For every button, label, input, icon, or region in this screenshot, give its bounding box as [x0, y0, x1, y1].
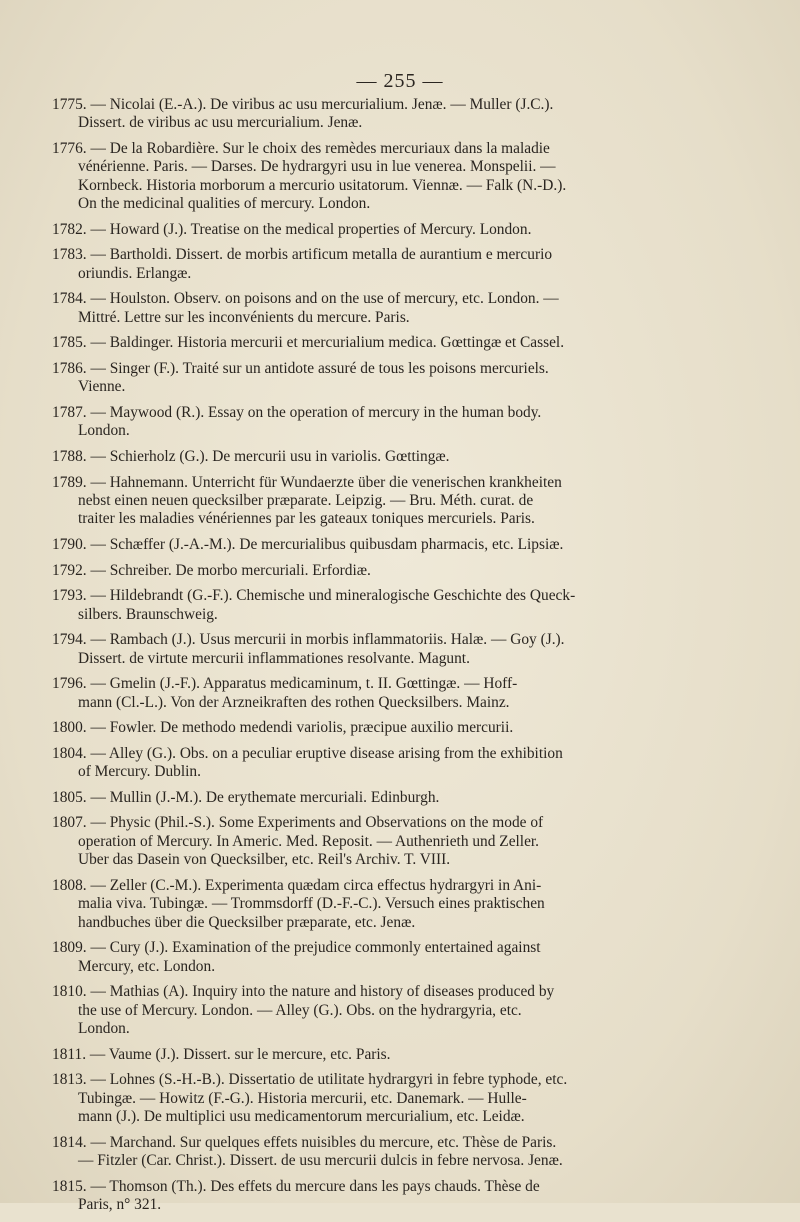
bibliography-entry — [52, 562, 592, 580]
entry-first-line: 1785. — Baldinger. Historia mercurii et mercurialium medica. Gœttingæ et Cassel. — [52, 334, 565, 352]
bibliography-entry — [52, 290, 592, 327]
entry-continuation-line: nebst einen neuen quecksilber præparate. Leipzig. — Bru. Méth. curat. de — [78, 492, 534, 509]
entry-first-line: 1784. — Houlston. Observ. on poisons and on the use of mercury, etc. London. — — [52, 290, 559, 308]
bibliography-entry — [52, 221, 592, 239]
entry-continuation-line: the use of Mercury. London. — Alley (G.). Obs. on the hydrargyria, etc. — [78, 1001, 522, 1019]
entry-first-line: 1792. — Schreiber. De morbo mercuriali. Erfordiæ. — [52, 561, 371, 579]
entry-first-line: 1790. — Schæffer (J.-A.-M.). De mercurialibus quibusdam pharmacis, etc. Lipsiæ. — [52, 536, 564, 553]
bibliography-entry — [52, 96, 592, 133]
entry-first-line: 1800. — Fowler. De methodo medendi variolis, præcipue auxilio mercurii. — [52, 719, 514, 737]
entry-first-line: 1788. — Schierholz (G.). De mercurii usu in variolis. Gœttingæ. — [52, 448, 450, 465]
entry-continuation-line: London. — [78, 422, 130, 440]
bibliography-entry — [52, 536, 592, 554]
bibliography-entry — [52, 474, 592, 529]
bibliography-entry — [52, 246, 592, 283]
entry-first-line: 1783. — Bartholdi. Dissert. de morbis artificum metalla de aurantium e mercurio — [52, 246, 553, 264]
entry-continuation-line: — Fitzler (Car. Christ.). Dissert. de usu mercurii dulcis in febre nervosa. Jenæ. — [78, 1152, 563, 1169]
entry-continuation-line: oriundis. Erlangæ. — [78, 264, 192, 282]
entry-first-line: 1808. — Zeller (C.-M.). Experimenta quædam circa effectus hydrargyri in Ani- — [52, 876, 542, 894]
bibliography-entry — [52, 587, 592, 624]
entry-continuation-line: Vienne. — [78, 378, 126, 396]
bibliography-entry — [52, 448, 592, 466]
entry-continuation-line: Mittré. Lettre sur les inconvénients du mercure. Paris. — [78, 308, 410, 326]
entry-first-line: 1813. — Lohnes (S.-H.-B.). Dissertatio de utilitate hydrargyri in febre typhode, etc. — [52, 1071, 568, 1089]
entry-first-line: 1810. — Mathias (A). Inquiry into the nature and history of diseases produced by — [52, 983, 555, 1001]
entry-continuation-line: traiter les maladies vénériennes par les gateaux toniques mercuriels. Paris. — [78, 510, 535, 528]
bibliography-entry — [52, 814, 592, 869]
entry-first-line: 1811. — Vaume (J.). Dissert. sur le mercure, etc. Paris. — [52, 1045, 391, 1063]
bibliography-entry — [52, 675, 592, 712]
entry-first-line: 1793. — Hildebrandt (G.-F.). Chemische und mineralogische Geschichte des Queck- — [52, 587, 576, 605]
bibliography-entry — [52, 404, 592, 441]
entry-first-line: 1804. — Alley (G.). Obs. on a peculiar eruptive disease arising from the exhibition — [52, 744, 563, 762]
entry-continuation-line: Kornbeck. Historia morborum a mercurio usitatorum. Viennæ. — Falk (N.-D.). — [78, 176, 567, 194]
entry-first-line: 1809. — Cury (J.). Examination of the prejudice commonly entertained against — [52, 939, 541, 957]
bibliography-entry — [52, 877, 592, 932]
bibliography-entry — [52, 719, 592, 737]
bibliography-entry — [52, 983, 592, 1038]
entry-first-line: 1815. — Thomson (Th.). Des effets du mercure dans les pays chauds. Thèse de — [52, 1177, 540, 1195]
entry-first-line: 1807. — Physic (Phil.-S.). Some Experiments and Observations on the mode of — [52, 814, 544, 832]
page-number: — 255 — — [356, 70, 444, 92]
entry-continuation-line: mann (Cl.-L.). Von der Arzneikraften des rothen Quecksilbers. Mainz. — [78, 693, 510, 711]
entry-continuation-line: London. — [78, 1020, 130, 1037]
bibliography-entry — [52, 1178, 592, 1215]
bibliography-entry — [52, 1046, 592, 1064]
entry-first-line: 1796. — Gmelin (J.-F.). Apparatus medicaminum, t. II. Gœttingæ. — Hoff- — [52, 675, 518, 693]
bibliography-entry — [52, 631, 592, 668]
entry-first-line: 1782. — Howard (J.). Treatise on the medical properties of Mercury. London. — [52, 220, 532, 238]
entry-continuation-line: Uber das Dasein von Quecksilber, etc. Reil's Archiv. T. VIII. — [78, 851, 451, 869]
entry-first-line: 1794. — Rambach (J.). Usus mercurii in morbis inflammatoriis. Halæ. — Goy (J.). — [52, 631, 565, 649]
entry-continuation-line: of Mercury. Dublin. — [78, 763, 201, 781]
bibliography-list — [52, 96, 592, 1222]
entry-continuation-line: silbers. Braunschweig. — [78, 605, 218, 623]
bibliography-entry — [52, 140, 592, 214]
bibliography-entry — [52, 789, 592, 807]
entry-continuation-line: handbuches über die Quecksilber præparate, etc. Jenæ. — [78, 913, 416, 931]
bibliography-entry — [52, 334, 592, 352]
entry-continuation-line: vénérienne. Paris. — Darses. De hydrargyri usu in lue venerea. Monspelii. — — [78, 158, 556, 176]
bibliography-entry — [52, 939, 592, 976]
bibliography-entry — [52, 745, 592, 782]
bibliography-entry — [52, 360, 592, 397]
bibliography-entry — [52, 1071, 592, 1126]
entry-continuation-line: Dissert. de virtute mercurii inflammationes resolvante. Magunt. — [78, 649, 470, 667]
entry-continuation-line: operation of Mercury. In Americ. Med. Reposit. — Authenrieth und Zeller. — [78, 832, 540, 850]
entry-continuation-line: mann (J.). De multiplici usu medicamentorum mercurialium, etc. Leidæ. — [78, 1108, 525, 1125]
entry-first-line: 1775. — Nicolai (E.-A.). De viribus ac usu mercurialium. Jenæ. — Muller (J.C.). — [52, 96, 554, 113]
entry-continuation-line: On the medicinal qualities of mercury. London. — [78, 195, 371, 213]
entry-continuation-line: Mercury, etc. London. — [78, 957, 216, 975]
entry-first-line: 1787. — Maywood (R.). Essay on the operation of mercury in the human body. — [52, 404, 542, 421]
entry-first-line: 1814. — Marchand. Sur quelques effets nuisibles du mercure, etc. Thèse de Paris. — [52, 1133, 557, 1151]
bibliography-entry — [52, 1134, 592, 1171]
entry-continuation-line: malia viva. Tubingæ. — Trommsdorff (D.-F.-C.). Versuch eines praktischen — [78, 895, 545, 913]
entry-first-line: 1805. — Mullin (J.-M.). De erythemate mercuriali. Edinburgh. — [52, 788, 440, 806]
entry-continuation-line: Dissert. de viribus ac usu mercurialium. Jenæ. — [78, 114, 363, 132]
entry-continuation-line: Paris, n° 321. — [78, 1196, 162, 1213]
entry-first-line: 1776. — De la Robardière. Sur le choix des remèdes mercuriaux dans la maladie — [52, 140, 550, 157]
entry-continuation-line: Tubingæ. — Howitz (F.-G.). Historia mercurii, etc. Danemark. — Hulle- — [78, 1089, 527, 1107]
entry-first-line: 1786. — Singer (F.). Traité sur un antidote assuré de tous les poisons mercuriels. — [52, 360, 549, 377]
entry-first-line: 1789. — Hahnemann. Unterricht für Wundaerzte über die venerischen krankheiten — [52, 473, 562, 491]
